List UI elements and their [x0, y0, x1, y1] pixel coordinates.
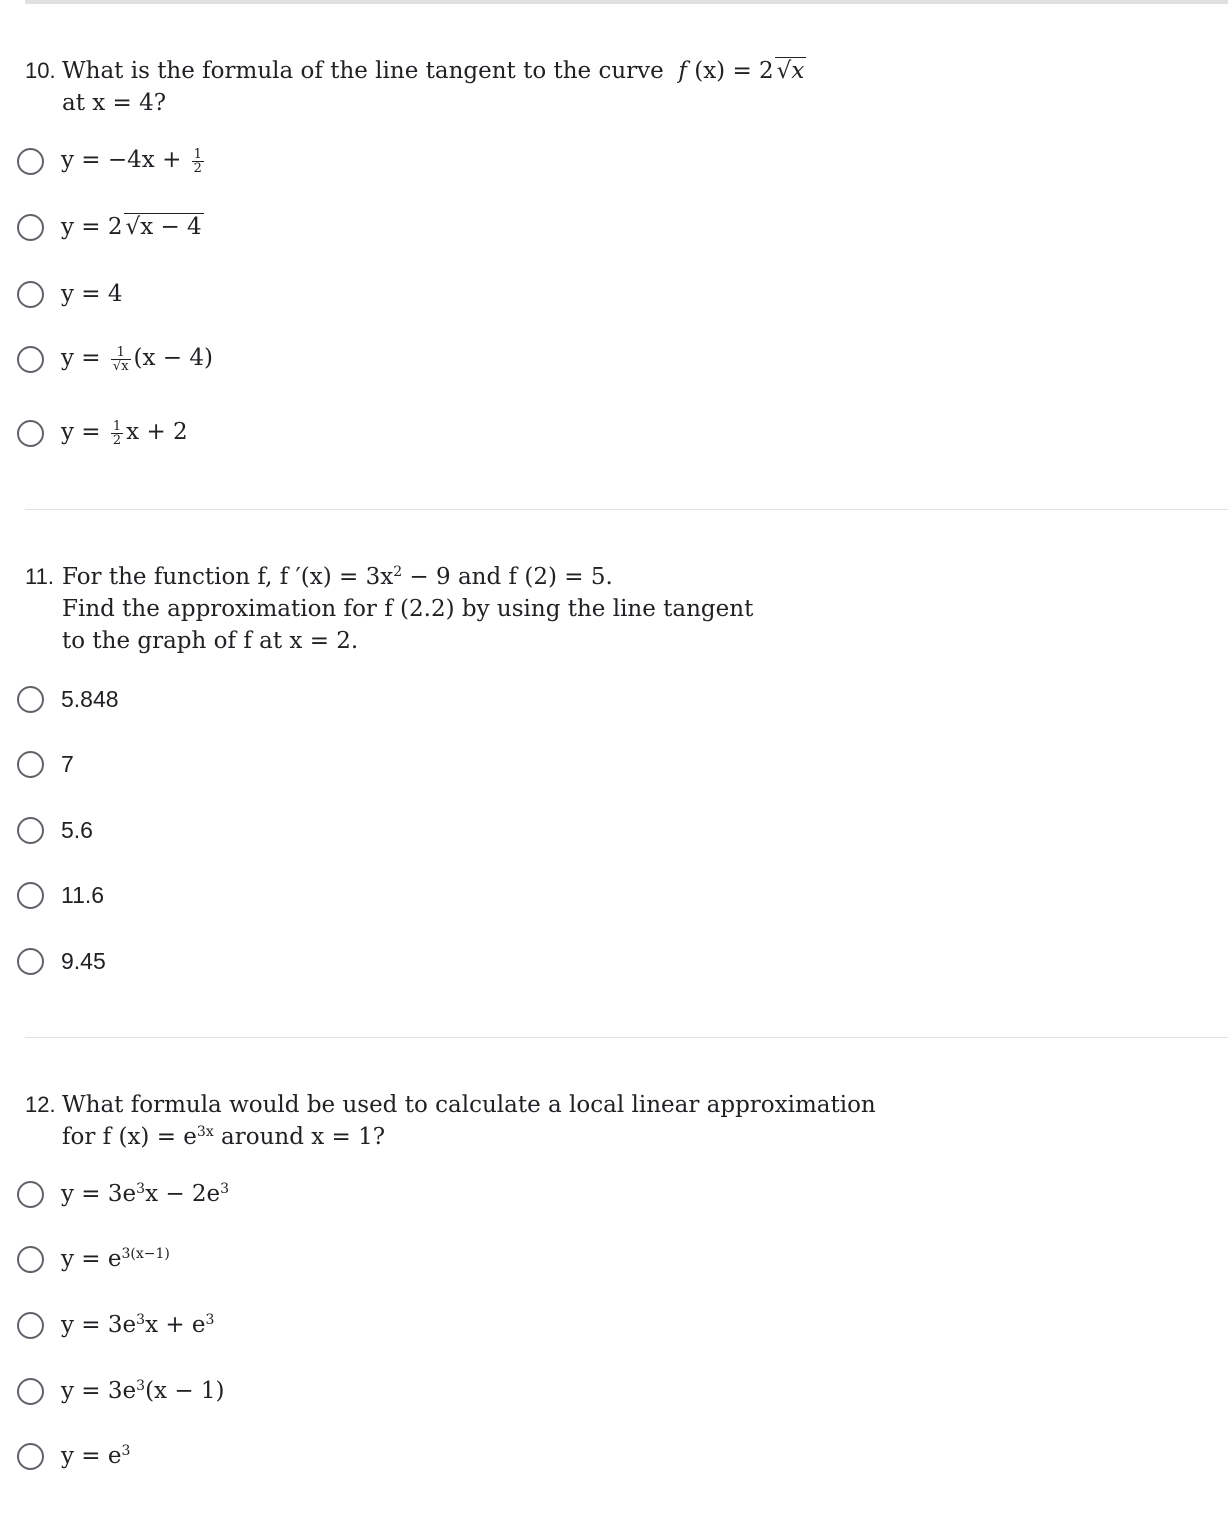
- question-text: [25, 561, 1205, 657]
- answer-option[interactable]: 11.6: [17, 877, 104, 913]
- answer-option[interactable]: y = 4: [17, 276, 123, 312]
- question-10: [25, 55, 1205, 119]
- question-number: 11.: [25, 564, 54, 589]
- radio-button[interactable]: [17, 1312, 44, 1339]
- answer-option[interactable]: 5.6: [17, 812, 93, 848]
- fraction: $\frac{1}{2}$: [193, 146, 202, 176]
- answer-option[interactable]: y = $\frac{1}{2}$ x + 2: [17, 415, 188, 451]
- answer-option[interactable]: $y = e^{3(x-1)}$: [17, 1241, 170, 1277]
- question-line: Find the approximation for f (2.2) by using the line tangent: [62, 596, 754, 622]
- sqrt-symbol: √x − 4: [125, 214, 202, 240]
- fraction: $\frac{1}{2}$: [112, 418, 122, 448]
- radio-button[interactable]: [17, 1378, 44, 1405]
- radio-button[interactable]: [17, 346, 44, 373]
- question-text: [25, 55, 1205, 119]
- answer-option[interactable]: $y = e^3$: [17, 1438, 130, 1474]
- question-text: [25, 1089, 1205, 1153]
- radio-button[interactable]: [17, 281, 44, 308]
- radio-button[interactable]: [17, 686, 44, 713]
- answer-option[interactable]: $y = 3e^3x - 2e^3$: [17, 1176, 229, 1212]
- answer-option[interactable]: y = 2 √x − 4: [17, 209, 204, 245]
- section-divider: [25, 509, 1228, 510]
- question-11: [25, 561, 1205, 657]
- question-number: 12.: [25, 1092, 56, 1117]
- question-line: What formula would be used to calculate a local linear approximation: [62, 1092, 876, 1118]
- answer-option[interactable]: 7: [17, 746, 74, 782]
- answer-option[interactable]: 9.45: [17, 943, 106, 979]
- section-divider: [25, 1037, 1228, 1038]
- question-line: at x = 4?: [62, 90, 167, 116]
- question-12: [25, 1089, 1205, 1153]
- sqrt-symbol: √x: [776, 58, 805, 84]
- question-line: for f $(x) = e^{3x}$ around x = 1?: [62, 1124, 386, 1150]
- question-line: to the graph of f at x = 2.: [62, 628, 359, 654]
- answer-option[interactable]: $y = 3e^3x + e^3$: [17, 1307, 214, 1343]
- top-divider: [25, 0, 1228, 4]
- answer-option[interactable]: y = −4x + $\frac{1}{2}$: [17, 143, 207, 179]
- answer-option[interactable]: 5.848: [17, 681, 119, 717]
- question-number: 10.: [25, 58, 56, 83]
- answer-option[interactable]: $y = 3e^3(x - 1)$: [17, 1373, 225, 1409]
- question-line: What is the formula of the line tangent to the curve f (x) = 2 √x: [62, 58, 805, 84]
- radio-button[interactable]: [17, 817, 44, 844]
- radio-button[interactable]: [17, 1443, 44, 1470]
- question-line: For the function f, f $'(x) = 3x^2 - 9$ and f (2) = 5.: [62, 564, 613, 590]
- radio-button[interactable]: [17, 948, 44, 975]
- radio-button[interactable]: [17, 882, 44, 909]
- radio-button[interactable]: [17, 1181, 44, 1208]
- radio-button[interactable]: [17, 420, 44, 447]
- radio-button[interactable]: [17, 751, 44, 778]
- answer-option[interactable]: y = $\frac{1}{√x}$ (x − 4): [17, 341, 213, 377]
- radio-button[interactable]: [17, 1246, 44, 1273]
- radio-button[interactable]: [17, 214, 44, 241]
- fraction: $\frac{1}{√x}$: [112, 344, 129, 374]
- radio-button[interactable]: [17, 148, 44, 175]
